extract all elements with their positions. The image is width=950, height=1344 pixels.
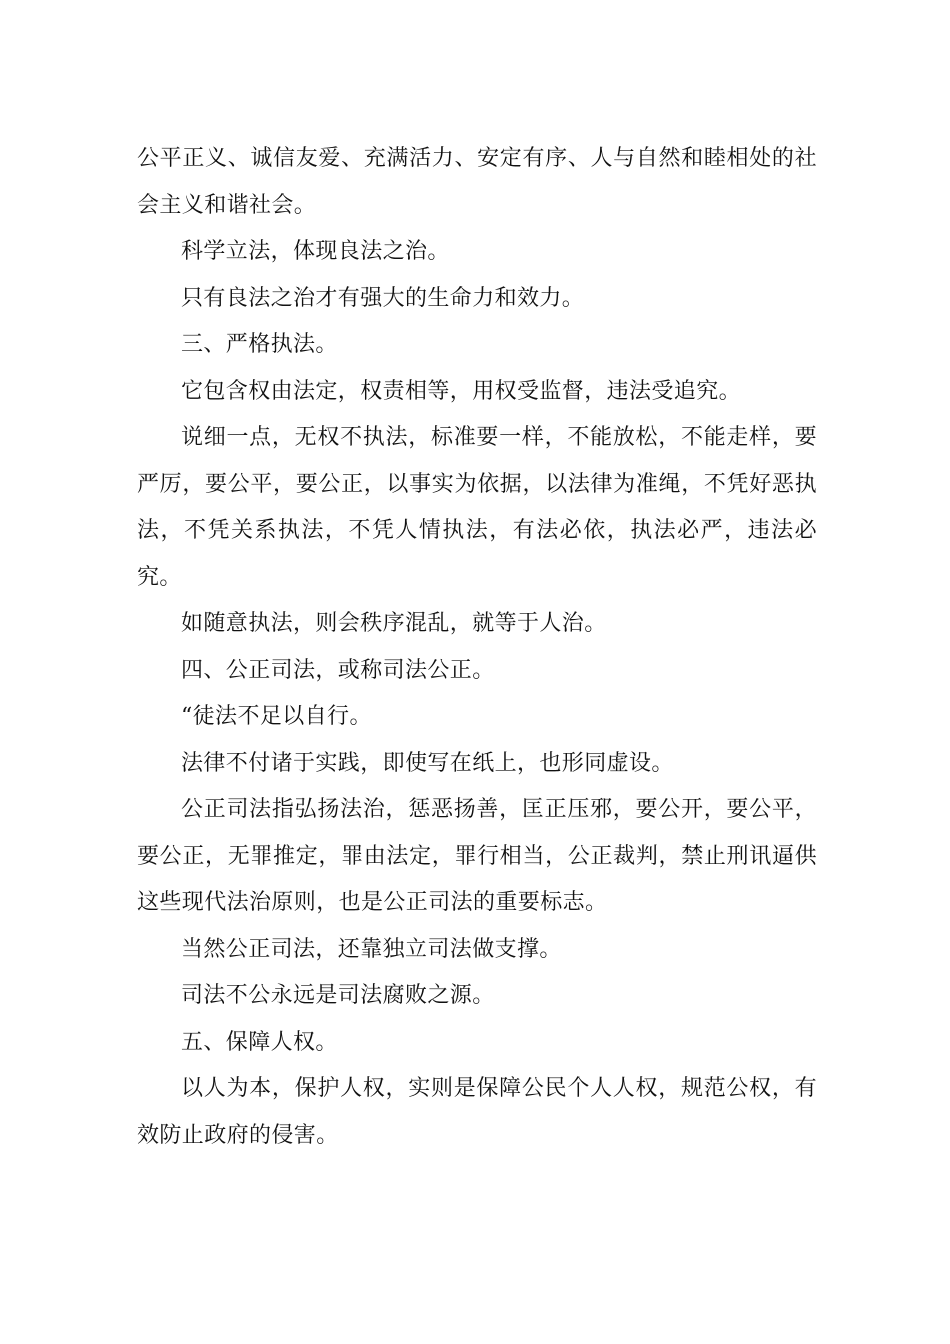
paragraph-6: 说细一点，无权不执法，标准要一样，不能放松，不能走样，要严厉，要公平，要公正，以事实为依据，以法律为准绳，不凭好恶执法，不凭关系执法，不凭人情执法，有法必依，执法必严，违法必究。	[137, 425, 817, 590]
paragraph-13: 司法不公永远是司法腐败之源。	[181, 983, 495, 1008]
paragraph-5: 它包含权由法定，权责相等，用权受监督，违法受追究。	[181, 378, 742, 404]
section-heading-4: 四、公正司法，或称司法公正。	[181, 657, 495, 683]
paragraph-10: 法律不付诸于实践，即使写在纸上，也形同虚设。	[181, 750, 674, 776]
document-body	[137, 136, 817, 1159]
paragraph-11: 公正司法指弘扬法治，惩恶扬善，匡正压邪，要公开，要公平，要公正，无罪推定，罪由法定，罪行相当，公正裁判，禁止刑讯逼供这些现代法治原则，也是公正司法的重要标志。	[137, 797, 817, 915]
section-heading-5: 五、保障人权。	[181, 1029, 338, 1055]
paragraph-1: 公平正义、诚信友爱、充满活力、安定有序、人与自然和睦相处的社会主义和谐社会。	[137, 146, 817, 218]
paragraph-15: 以人为本，保护人权，实则是保障公民个人人权，规范公权，有效防止政府的侵害。	[137, 1076, 817, 1148]
paragraph-9: “徒法不足以自行。	[181, 704, 372, 729]
paragraph-7: 如随意执法，则会秩序混乱，就等于人治。	[181, 611, 607, 636]
section-heading-3: 三、严格执法。	[181, 332, 338, 357]
paragraph-12: 当然公正司法，还靠独立司法做支撑。	[181, 936, 562, 962]
paragraph-3: 只有良法之治才有强大的生命力和效力。	[181, 285, 585, 311]
paragraph-2: 科学立法，体现良法之治。	[181, 239, 450, 264]
